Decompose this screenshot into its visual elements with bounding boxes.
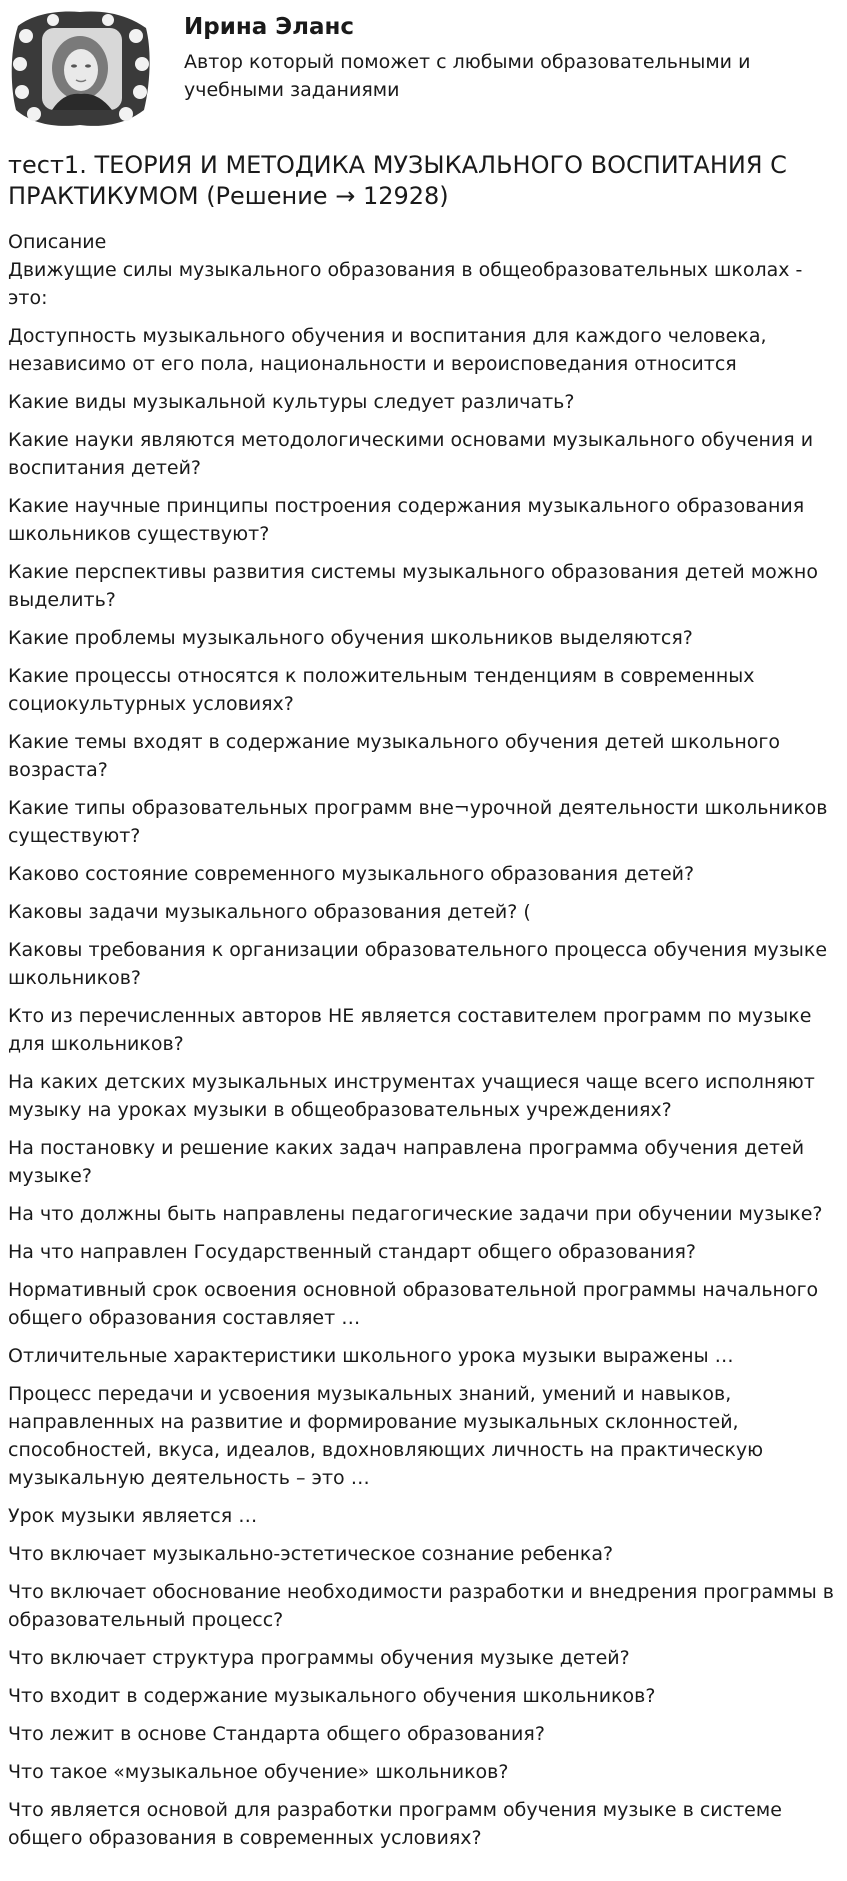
question-item: Каково состояние современного музыкального образования детей? [8, 863, 695, 886]
question-item: На каких детских музыкальных инструментах учащиеся чаще всего исполняют музыку на уроках музыки в общеобразовательных учреждениях? [8, 1071, 815, 1122]
question-item: Какие виды музыкальной культуры следует различать? [8, 391, 575, 414]
question-item: Каковы задачи музыкального образования детей? ( [8, 901, 531, 924]
question-item: Что включает музыкально-эстетическое сознание ребенка? [8, 1543, 614, 1566]
question-item: Отличительные характеристики школьного урока музыки выражены … [8, 1345, 734, 1368]
work-title: тест1. ТЕОРИЯ И МЕТОДИКА МУЗЫКАЛЬНОГО ВОСПИТАНИЯ С ПРАКТИКУМОМ (Решение → 12928) [8, 151, 787, 210]
question-item: Что такое «музыкальное обучение» школьников? [8, 1761, 509, 1784]
question-item: Какие перспективы развития системы музыкального образования детей можно выделить? [8, 561, 818, 612]
question-item: Процесс передачи и усвоения музыкальных знаний, умений и навыков, направленных на развитие и формирование музыкальных склонностей, способностей, вкуса, идеалов, вдохновляющих личность на практическую музыкальную деятельность – это … [8, 1383, 764, 1490]
question-item: Какие научные принципы построения содержания музыкального образования школьников существуют? [8, 495, 805, 546]
question-item: Какие типы образовательных программ вне¬урочной деятельности школьников существуют? [8, 797, 828, 848]
author-avatar-icon[interactable] [8, 6, 153, 130]
question-item: Какие науки являются методологическими основами музыкального обучения и воспитания детей? [8, 429, 814, 480]
question-item: Доступность музыкального обучения и воспитания для каждого человека, независимо от его пола, национальности и вероисповедания относится [8, 325, 767, 376]
author-description: Автор который поможет с любыми образовательными и учебными заданиями [184, 51, 751, 101]
question-item: На что направлен Государственный стандарт общего образования? [8, 1241, 696, 1264]
question-item: Какие процессы относятся к положительным тенденциям в современных социокультурных условиях? [8, 665, 755, 716]
question-item: Что включает обоснование необходимости разработки и внедрения программы в образовательный процесс? [8, 1581, 835, 1632]
question-item: Какие проблемы музыкального обучения школьников выделяются? [8, 627, 693, 650]
question-item: Каковы требования к организации образовательного процесса обучения музыке школьников? [8, 939, 828, 990]
question-item: Урок музыки является … [8, 1505, 258, 1528]
question-list [8, 256, 839, 1852]
question-item: Что является основой для разработки программ обучения музыке в системе общего образования в современных условиях? [8, 1799, 782, 1850]
question-item: Что лежит в основе Стандарта общего образования? [8, 1723, 545, 1746]
question-item: Что входит в содержание музыкального обучения школьников? [8, 1685, 656, 1708]
author-name[interactable]: Ирина Эланс [184, 14, 355, 40]
description-label: Описание [8, 231, 107, 254]
question-item: На постановку и решение каких задач направлена программа обучения детей музыке? [8, 1137, 805, 1188]
question-item: Движущие силы музыкального образования в общеобразовательных школах - это: [8, 259, 803, 310]
author-info [184, 6, 804, 104]
author-block [8, 6, 839, 134]
question-item: На что должны быть направлены педагогические задачи при обучении музыке? [8, 1203, 823, 1226]
question-item: Что включает структура программы обучения музыке детей? [8, 1647, 630, 1670]
question-item: Какие темы входят в содержание музыкального обучения детей школьного возраста? [8, 731, 781, 782]
question-item: Нормативный срок освоения основной образовательной программы начального общего образования составляет … [8, 1279, 819, 1330]
question-item: Кто из перечисленных авторов НЕ является составителем программ по музыке для школьников? [8, 1005, 812, 1056]
